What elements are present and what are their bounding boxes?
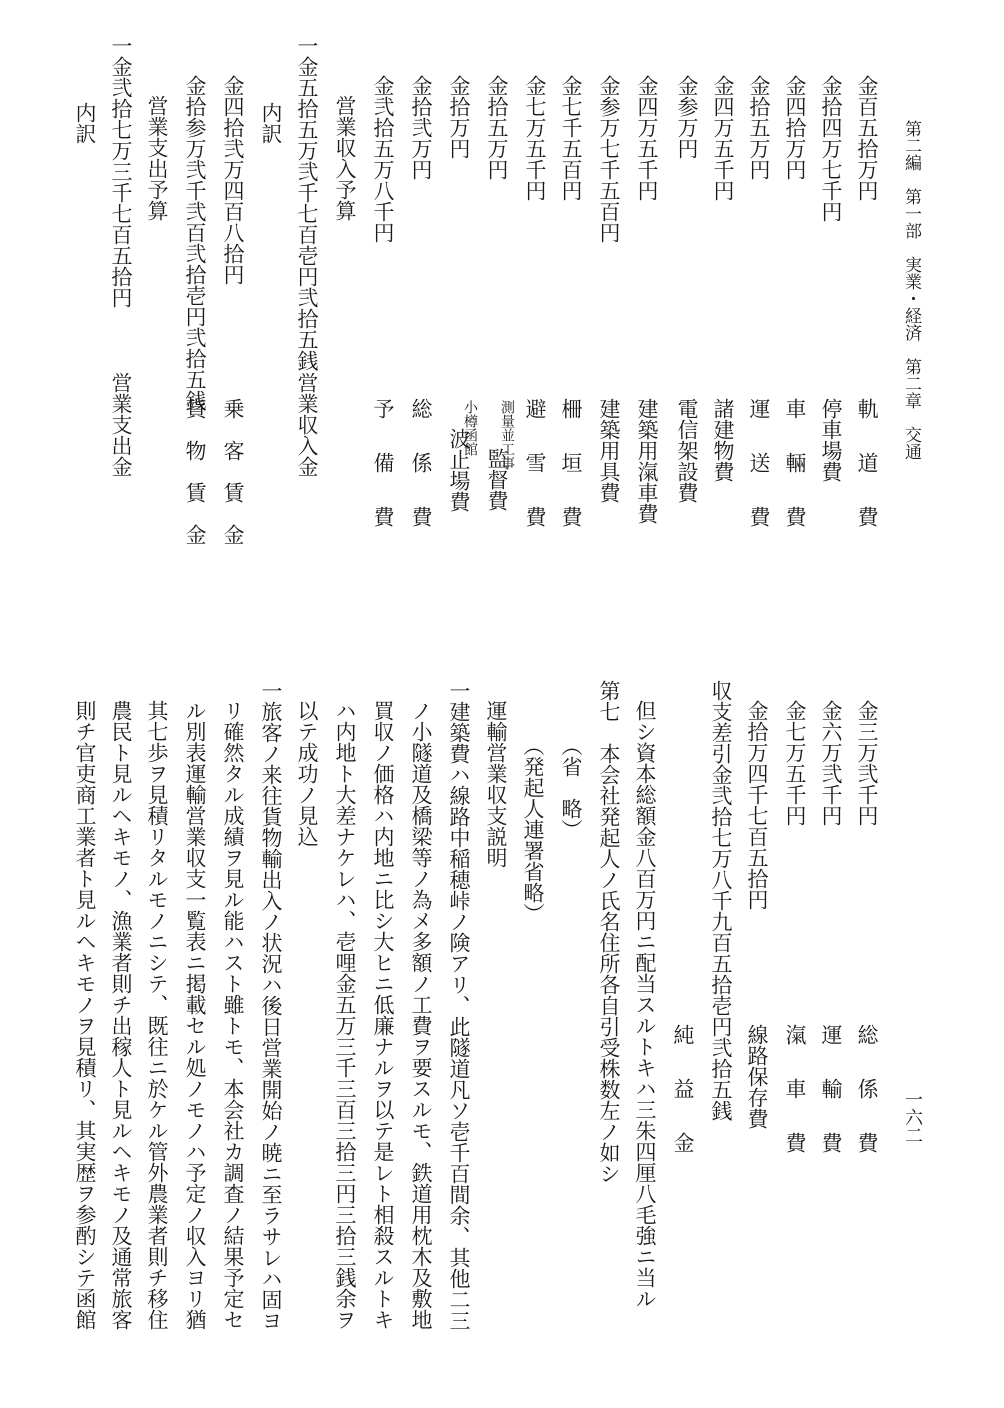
revenue-amount: 金拾参万弐千弐百弐拾壱円弐拾五銭 (183, 75, 207, 411)
budget-label: 停車場費 (819, 398, 843, 482)
revenue-heading: 営業収入予算 (333, 95, 357, 221)
expense-heading: 営業支出予算 (145, 95, 169, 221)
expense-breakdown-label: 内訳 (73, 102, 97, 144)
budget-amount: 金拾五万円 (747, 75, 771, 180)
balance-label: 純 益 金 (671, 1024, 695, 1159)
budget-label: 予 備 費 (371, 398, 395, 533)
budget-label: 避 雪 費 (523, 398, 547, 533)
expense-amount: 金三万弐千円 (855, 700, 879, 826)
body-line: 一建築費ハ線路中稲穂峠ノ険アリ、此隧道凡ソ壱千百間余、其他二三 (447, 680, 471, 1331)
body-line: 則チ官吏商工業者ト見ルヘキモノヲ見積リ、其実歴ヲ参酌シテ函館 (73, 700, 97, 1330)
budget-amount: 金拾五万円 (485, 75, 509, 180)
budget-label: 軌 道 費 (855, 398, 879, 533)
budget-amount: 金七千五百円 (559, 75, 583, 201)
budget-label-small: 小樽函館 (462, 400, 478, 456)
expense-label: 総 係 費 (855, 1024, 879, 1159)
dividend-note: 但シ資本総額金八百万円ニ配当スルトキハ三朱四厘八毛強ニ当ル (633, 700, 657, 1309)
body-line: ノ小隧道及橋梁等ノ為メ多額ノ工費ヲ要スルモ、鉄道用枕木及敷地 (409, 700, 433, 1330)
budget-amount: 金拾四万七千円 (819, 75, 843, 222)
body-line: 其七歩ヲ見積リタルモノニシテ、既往ニ於ケル管外農業者則チ移住 (145, 700, 169, 1330)
section-7-heading: 第七 本会社発起人ノ氏名住所各自引受株数左ノ如シ (597, 680, 621, 1184)
expense-label: 運 輸 費 (819, 1024, 843, 1159)
body-line: リ確然タル成績ヲ見ル能ハスト雖トモ、本会社カ調査ノ結果予定セ (221, 700, 245, 1330)
revenue-amount: 金四拾弐万四百八拾円 (221, 75, 245, 285)
revenue-total-amount: 一金五拾五万弐千七百壱円弐拾五銭 (295, 35, 319, 371)
expense-total-amount: 一金弐拾七万三千七百五拾円 (109, 35, 133, 308)
revenue-label: 貨 物 賃 金 (183, 398, 207, 545)
expense-label: 線路保存費 (745, 1024, 769, 1129)
running-head: 第二編 第一部 実業・経済 第二章 交通 (901, 120, 921, 460)
revenue-total-label: 営業収入金 (295, 372, 319, 477)
budget-amount: 金四拾万円 (783, 75, 807, 180)
budget-label-small: 測量並工事 (499, 400, 515, 470)
body-line: 農民ト見ルヘキモノ、漁業者則チ出稼人ト見ルヘキモノ及通常旅客 (109, 700, 133, 1330)
budget-amount: 金弐拾五万八千円 (371, 75, 395, 243)
budget-label: 柵 垣 費 (559, 398, 583, 533)
expense-total-label: 営業支出金 (109, 372, 133, 477)
budget-amount: 金四万五千円 (635, 75, 659, 201)
expense-amount: 金六万弐千円 (819, 700, 843, 826)
budget-amount: 金四万五千円 (711, 75, 735, 201)
revenue-breakdown-label: 内訳 (259, 102, 283, 144)
budget-label: 運 送 費 (747, 398, 771, 533)
budget-amount: 金拾弐万円 (409, 75, 433, 180)
budget-amount: 金参万七千五百円 (597, 75, 621, 243)
revenue-label: 乗 客 賃 金 (221, 398, 245, 545)
explanation-heading: 運輸営業収支説明 (484, 700, 508, 868)
budget-amount: 金百五拾万円 (855, 75, 879, 201)
balance-line: 収支差引金弐拾七万八千九百五拾壱円弐拾五銭 (709, 680, 733, 1121)
body-line: 以テ成功ノ見込 (295, 700, 319, 847)
page-number: 一六二 (902, 1090, 923, 1144)
body-line: 一旅客ノ来往貨物輸出入ノ状況ハ後日営業開始ノ暁ニ至ラサレハ固ヨ (259, 680, 283, 1331)
body-line: ル別表運輸営業収支一覧表ニ掲載セル処ノモノハ予定ノ収入ヨリ猶 (183, 700, 207, 1330)
budget-label: 電信架設費 (675, 398, 699, 503)
signers-omitted-note: （発起人連署省略） (521, 735, 545, 924)
expense-label: 滊 車 費 (783, 1024, 807, 1159)
budget-label: 諸建物費 (711, 398, 735, 482)
budget-amount: 金拾万円 (447, 75, 471, 159)
budget-label: 建築用具費 (597, 398, 621, 503)
expense-amount: 金七万五千円 (783, 700, 807, 826)
budget-label: 建築用滊車費 (635, 398, 659, 524)
budget-amount: 金参万円 (675, 75, 699, 159)
budget-label: 波止場費 (447, 428, 471, 512)
expense-amount: 金拾万四千七百五拾円 (745, 700, 769, 910)
body-line: 買収ノ価格ハ内地ニ比シ大ヒニ低廉ナルヲ以テ是レト相殺スルトキ (371, 700, 395, 1330)
omitted-note: （省 略） (559, 735, 583, 840)
body-line: ハ内地ト大差ナケレハ、壱哩金五万三千三百三拾三円三拾三銭余ヲ (333, 700, 357, 1330)
budget-amount: 金七万五千円 (523, 75, 547, 201)
budget-label: 車 輛 費 (783, 398, 807, 533)
budget-label: 総 係 費 (409, 398, 433, 533)
budget-label: 監督費 (485, 448, 509, 511)
